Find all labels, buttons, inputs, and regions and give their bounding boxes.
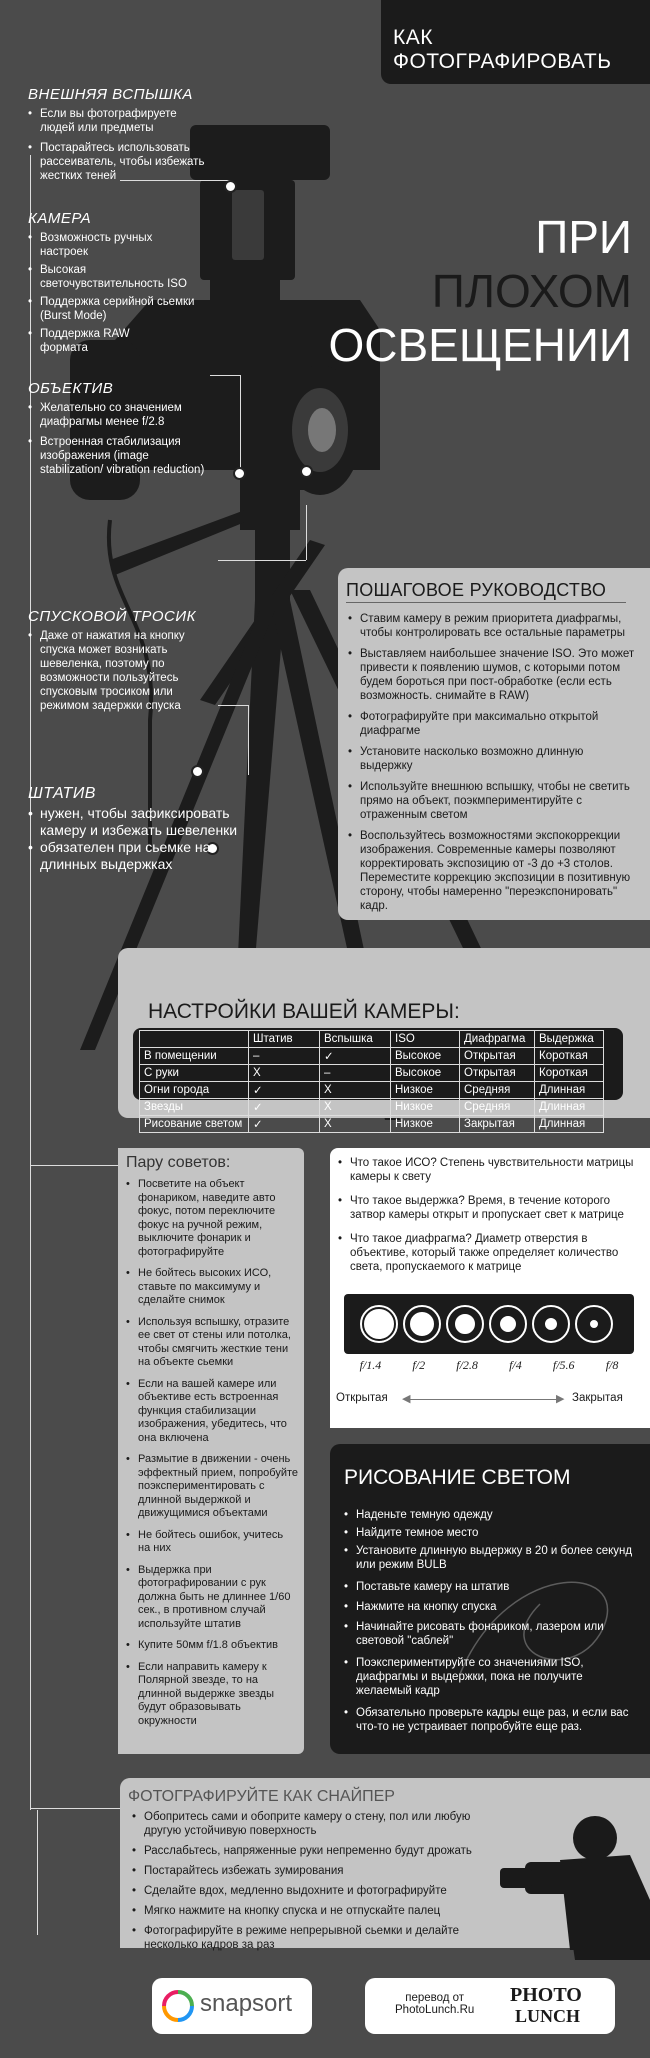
photolunch-logo-box[interactable] xyxy=(365,1978,615,2034)
guide-item: • Установите насколько возможно длинную выдержку xyxy=(348,745,638,773)
table-cell: ✓ xyxy=(249,1082,320,1099)
tips-item: • Выдержка при фотографировании с рук должна быть не длиннее 1/60 сек., в противном случай используйте штатив xyxy=(126,1564,298,1632)
flash-list xyxy=(28,107,228,183)
camera-item: • Возможность ручных настроек xyxy=(28,231,170,259)
lens-item: • Встроенная стабилизация изображения (image stabilization/ vibration reduction) xyxy=(28,435,205,477)
table-row xyxy=(140,1065,604,1082)
faq-item: • Что такое ИСО? Степень чувствительности матрицы камеры к свету xyxy=(338,1156,638,1184)
lightpaint-item: • Начинайте рисовать фонариком, лазером или световой "саблей" xyxy=(344,1620,640,1648)
table-row xyxy=(140,1082,604,1099)
camera-item: • Поддержка серийной сьемки (Burst Mode) xyxy=(28,295,205,323)
tips-item: • Если на вашей камере или объективе есть встроенная функция стабилизации изображения, убедитесь, что она включена xyxy=(126,1378,298,1446)
sniper-list xyxy=(132,1810,497,1952)
lens-item: • Желательно со значением диафрагмы менее f/2.8 xyxy=(28,401,205,429)
tripod-item: • нужен, чтобы зафиксировать камеру и избежать шевеленки xyxy=(28,805,265,839)
section-flash xyxy=(28,86,228,183)
arrow-right-icon: ▶ xyxy=(556,1393,565,1405)
aperture-label: f/2.8 xyxy=(456,1358,478,1372)
title-line-3: ОСВЕЩЕНИИ xyxy=(328,319,632,371)
snapsort-aperture-icon xyxy=(162,1990,194,2022)
tips-list xyxy=(126,1178,298,1728)
table-cell: Средняя xyxy=(460,1082,535,1099)
release-list xyxy=(28,629,228,713)
aperture-strip xyxy=(344,1294,634,1354)
tips-item: • Не бойтесь ошибок, учитесь на них xyxy=(126,1529,298,1556)
table-cell: Открытая xyxy=(460,1048,535,1065)
guide-item: • Ставим камеру в режим приоритета диафрагмы, чтобы контролировать все остальные параметры xyxy=(348,612,638,640)
guide-item: • Выставляем наибольшее значение ISO. Это может привести к появлению шумов, с которыми потом будем бороться при пост-обработке (если есть возможность. снимайте в RAW) xyxy=(348,647,638,703)
camera-title: КАМЕРА xyxy=(28,210,92,227)
faq-item: • Что такое диафрагма? Диаметр отверстия в объективе, который также определяет количество света, пропускаемого к матрице xyxy=(338,1232,638,1274)
sniper-item: • Обопритесь сами и обоприте камеру о стену, пол или любую другую устойчивую поверхность xyxy=(132,1810,497,1838)
lightpaint-title: РИСОВАНИЕ СВЕТОМ xyxy=(344,1466,571,1489)
table-header: Выдержка xyxy=(535,1031,604,1048)
table-cell: X xyxy=(249,1065,320,1082)
release-title: СПУСКОВОЙ ТРОСИК xyxy=(28,608,196,625)
sniper-item: • Фотографируйте в режиме непрерывной сьемки и делайте несколько кадров за раз xyxy=(132,1924,497,1952)
table-cell: В помещении xyxy=(140,1048,249,1065)
lightpaint-item: • Наденьте темную одежду xyxy=(344,1508,640,1522)
sniper-item: • Мягко нажмите на кнопку спуска и не отпускайте палец xyxy=(132,1904,497,1918)
lightpaint-item: • Обязательно проверьте кадры еще раз, и если вас что-то не устраивает попробуйте еще раз. xyxy=(344,1706,640,1734)
table-cell: Короткая xyxy=(535,1065,604,1082)
sniper-item: • Расслабьтесь, напряженные руки непременно будут дрожать xyxy=(132,1844,497,1858)
table-cell: Высокое xyxy=(391,1065,460,1082)
title-line-1: ПРИ xyxy=(535,211,632,263)
title-line-2: ПЛОХОМ xyxy=(431,265,632,317)
table-header xyxy=(140,1031,249,1048)
table-cell: – xyxy=(249,1048,320,1065)
sniper-title: ФОТОГРАФИРУЙТЕ КАК СНАЙПЕР xyxy=(128,1788,395,1805)
guide-title: ПОШАГОВОЕ РУКОВОДСТВО xyxy=(346,580,607,600)
main-title xyxy=(328,210,632,372)
logo-lunch: LUNCH xyxy=(515,2006,581,2026)
tips-item: • Не бойтесь высоких ИСО, ставьте по максимуму и сделайте снимок xyxy=(126,1267,298,1308)
tips-title: Пару советов: xyxy=(126,1154,231,1171)
sniper-item: • Сделайте вдох, медленно выдохните и фотографируйте xyxy=(132,1884,497,1898)
tripod-list xyxy=(28,805,258,873)
badge-line-1: КАК xyxy=(393,26,433,49)
table-cell: Открытая xyxy=(460,1065,535,1082)
lightpaint-item: • Поставьте камеру на штатив xyxy=(344,1580,640,1594)
tips-item: • Посветите на объект фонариком, наведите авто фокус, потом переключите фокус на ручной режим, выключите фонарик и фотографируйте xyxy=(126,1178,298,1259)
settings-table-box xyxy=(133,1028,623,1131)
flash-title: ВНЕШНЯЯ ВСПЫШКА xyxy=(28,86,193,103)
table-header: Вспышка xyxy=(320,1031,391,1048)
logo-photo: PHOTO xyxy=(510,1984,582,2006)
table-cell: Высокое xyxy=(391,1048,460,1065)
aperture-label: f/8 xyxy=(605,1358,619,1372)
translation-credit xyxy=(395,1992,474,2016)
camera-list xyxy=(28,231,208,355)
sniper-item: • Постарайтесь избежать зумирования xyxy=(132,1864,497,1878)
table-header: ISO xyxy=(391,1031,460,1048)
camera-item: • Поддержка RAW формата xyxy=(28,327,150,355)
table-row xyxy=(140,1048,604,1065)
table-cell: Средняя xyxy=(460,1099,535,1116)
guide-list xyxy=(348,612,638,913)
snapsort-brand: snapsort xyxy=(200,1990,293,2017)
tips-panel xyxy=(118,1148,304,1754)
lightpaint-item: • Установите длинную выдержку в 20 и более секунд или режим BULB xyxy=(344,1544,640,1572)
faq-list xyxy=(338,1156,638,1274)
section-lens xyxy=(28,380,218,477)
tripod-item: • обязателен при сьемке на длинных выдержках xyxy=(28,839,265,873)
table-cell: Низкое xyxy=(391,1082,460,1099)
table-cell: – xyxy=(320,1065,391,1082)
arrow-line xyxy=(408,1399,558,1400)
table-header: Штатив xyxy=(249,1031,320,1048)
table-cell: Закрытая xyxy=(460,1116,535,1133)
table-cell: Звезды xyxy=(140,1099,249,1116)
flash-item: • Постарайтесь использовать рассеиватель, чтобы избежать жестких теней xyxy=(28,141,210,183)
guide-item: • Используйте внешнюю вспышку, чтобы не светить прямо на объект, поэкмпериментируйте с отраженным светом xyxy=(348,780,638,822)
table-cell: X xyxy=(320,1082,391,1099)
closed-label: Закрытая xyxy=(572,1392,623,1404)
release-item: • Даже от нажатия на кнопку спуска может возникать шевеленка, поэтому по возможности пользуйтесь спусковым тросиком или режимом задержки спуска xyxy=(28,629,220,713)
lightpaint-item: • Нажмите на кнопку спуска xyxy=(344,1600,640,1614)
table-header-row xyxy=(140,1031,604,1048)
translation-line-1: перевод от xyxy=(405,1992,465,2004)
lightpaint-panel xyxy=(330,1444,650,1754)
lightpaint-list xyxy=(344,1508,640,1734)
camera-item: • Высокая светочувствительность ISO xyxy=(28,263,208,291)
table-cell: С руки xyxy=(140,1065,249,1082)
table-cell: Низкое xyxy=(391,1099,460,1116)
table-cell: Рисование светом xyxy=(140,1116,249,1133)
lens-list xyxy=(28,401,218,477)
table-row xyxy=(140,1116,604,1133)
lens-title: ОБЪЕКТИВ xyxy=(28,380,114,397)
aperture-label: f/1.4 xyxy=(359,1358,382,1372)
guide-item: • Воспользуйтесь возможностями экспокоррекции изображения. Современные камеры позволяют корректировать экспозицию от -3 до +3 столов. Переместите коррекцию экспозиции в позитивную сторону, чтобы намеренно "переэкспонировать" кадр. xyxy=(348,829,638,913)
guide-panel xyxy=(338,568,650,920)
table-cell: X xyxy=(320,1099,391,1116)
table-row xyxy=(140,1099,604,1116)
settings-title: НАСТРОЙКИ ВАШЕЙ КАМЕРЫ: xyxy=(148,1000,460,1023)
tripod-title: ШТАТИВ xyxy=(28,785,96,802)
arrow-left-icon: ◀ xyxy=(402,1393,411,1405)
aperture-labels xyxy=(344,1358,634,1373)
tips-item: • Купите 50мм f/1.8 объектив xyxy=(126,1639,298,1653)
aperture-label: f/5.6 xyxy=(552,1358,575,1372)
table-cell: Длинная xyxy=(535,1099,604,1116)
aperture-label: f/4 xyxy=(509,1358,522,1372)
aperture-label: f/2 xyxy=(412,1358,426,1372)
tips-item: • Используя вспышку, отразите ее свет от стены или потолка, чтобы смягчить жесткие тени на объекте сьемки xyxy=(126,1316,298,1370)
tips-item: • Если направить камеру к Полярной звезде, то на длинной выдержке звезды будут образовывать окружности xyxy=(126,1661,298,1729)
faq-panel xyxy=(330,1148,650,1428)
guide-item: • Фотографируйте при максимально открытой диафрагме xyxy=(348,710,638,738)
table-cell: Огни города xyxy=(140,1082,249,1099)
snapsort-logo-box[interactable] xyxy=(152,1978,312,2034)
table-cell: ✓ xyxy=(249,1099,320,1116)
table-cell: ✓ xyxy=(249,1116,320,1133)
table-cell: ✓ xyxy=(320,1048,391,1065)
flash-item: • Если вы фотографируете людей или предметы xyxy=(28,107,190,135)
table-cell: Короткая xyxy=(535,1048,604,1065)
faq-item: • Что такое выдержка? Время, в течение которого затвор камеры открыт и пропускает свет к матрице xyxy=(338,1194,638,1222)
translation-line-2: PhotoLunch.Ru xyxy=(395,2004,475,2016)
table-cell: X xyxy=(320,1116,391,1133)
lightpaint-item: • Найдите темное место xyxy=(344,1526,640,1540)
table-header: Диафрагма xyxy=(460,1031,535,1048)
section-tripod xyxy=(28,785,258,873)
open-label: Открытая xyxy=(336,1392,388,1404)
photographer-silhouette xyxy=(500,1810,650,1950)
badge-line-2: ФОТОГРАФИРОВАТЬ xyxy=(393,50,612,73)
header-badge xyxy=(381,0,650,84)
tips-item: • Размытие в движении - очень эффектный прием, попробуйте поэкспериментировать с длинной выдержкой и движущимися объектами xyxy=(126,1453,298,1521)
aperture-icons xyxy=(344,1294,634,1354)
settings-table xyxy=(139,1030,604,1133)
table-cell: Длинная xyxy=(535,1082,604,1099)
section-release xyxy=(28,608,228,713)
section-camera xyxy=(28,210,208,355)
lightpaint-item: • Поэкспериментируйте со значениями ISO, диафрагмы и выдержки, пока не получите желаемый кадр xyxy=(344,1656,640,1698)
table-cell: Низкое xyxy=(391,1116,460,1133)
table-cell: Длинная xyxy=(535,1116,604,1133)
